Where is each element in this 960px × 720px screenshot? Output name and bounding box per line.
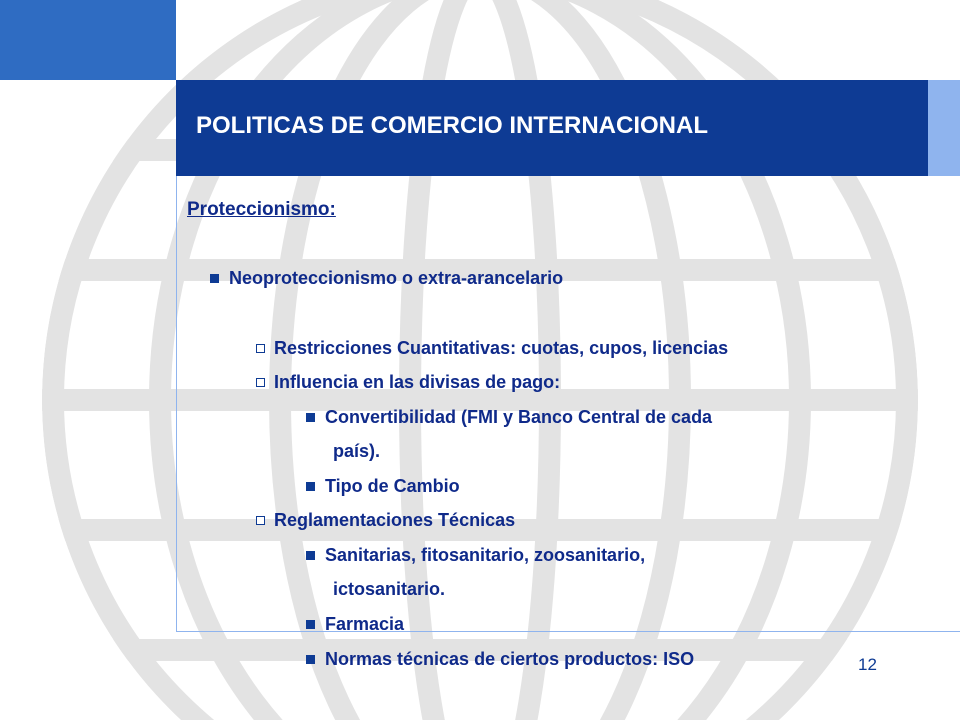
square-bullet-icon (306, 620, 315, 629)
square-bullet-icon (306, 655, 315, 664)
list-item-neoproteccionismo: Neoproteccionismo o extra-arancelario (229, 268, 564, 288)
square-bullet-icon (210, 274, 219, 283)
list-item-sanitarias-cont: ictosanitario. (333, 579, 446, 599)
list-item-influencia: Influencia en las divisas de pago: (274, 372, 561, 392)
square-bullet-icon (306, 413, 315, 422)
square-bullet-icon (306, 482, 315, 491)
title-accent-bar (928, 80, 960, 176)
page-number: 12 (858, 655, 877, 674)
list-item-farmacia: Farmacia (325, 614, 405, 634)
list-item-tipo-cambio: Tipo de Cambio (325, 476, 460, 496)
list-item-reglamentaciones: Reglamentaciones Técnicas (274, 510, 516, 530)
corner-decoration (0, 0, 176, 80)
list-item-restricciones: Restricciones Cuantitativas: cuotas, cupos, licencias (274, 338, 729, 358)
hollow-square-bullet-icon (256, 344, 265, 353)
hollow-square-bullet-icon (256, 378, 265, 387)
section-heading: Proteccionismo: (187, 199, 336, 220)
hollow-square-bullet-icon (256, 516, 265, 525)
list-item-sanitarias: Sanitarias, fitosanitario, zoosanitario, (325, 545, 646, 565)
list-item-normas: Normas técnicas de ciertos productos: ISO (325, 649, 695, 669)
frame-left-line (176, 176, 177, 632)
slide-title: POLITICAS DE COMERCIO INTERNACIONAL (196, 112, 709, 139)
list-item-convertibilidad-cont: país). (333, 441, 381, 461)
square-bullet-icon (306, 551, 315, 560)
list-item-convertibilidad: Convertibilidad (FMI y Banco Central de cada (325, 407, 713, 427)
frame-bottom-line (176, 631, 960, 632)
